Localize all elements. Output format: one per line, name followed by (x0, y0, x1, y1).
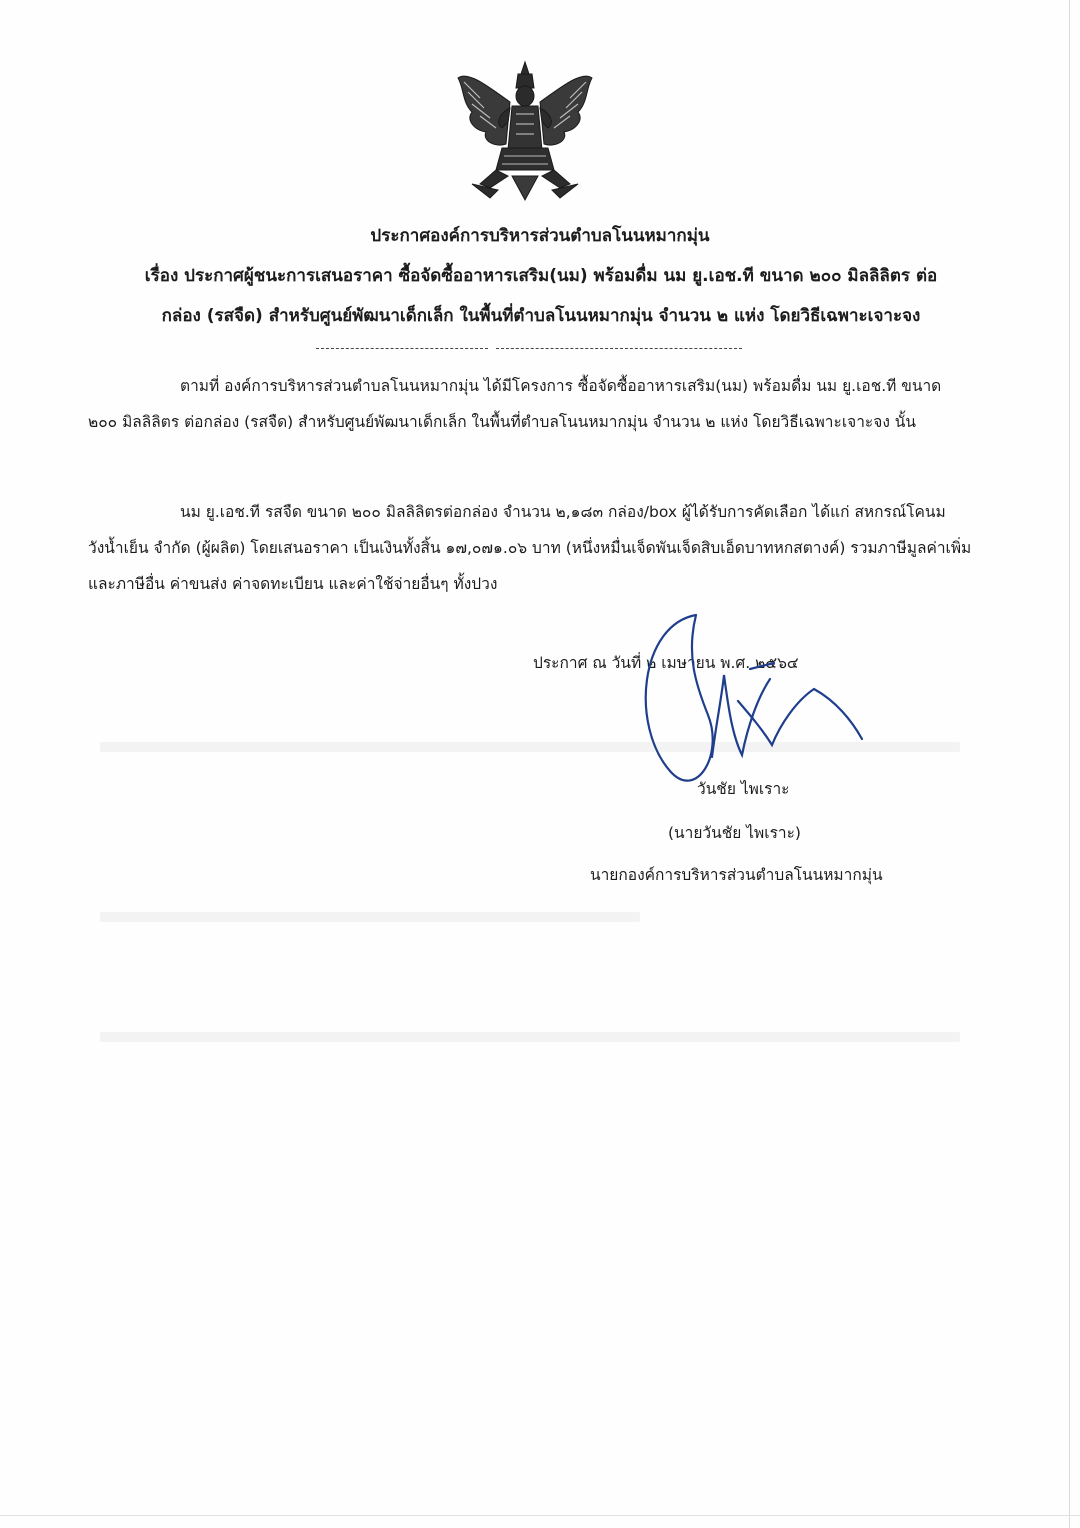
bleed-through-line (100, 912, 640, 922)
paragraph-2-text: นม ยู.เอช.ที รสจืด ขนาด ๒๐๐ มิลลิลิตรต่อกล่อง จำนวน ๒,๑๘๓ กล่อง/box ผู้ได้รับการคัดเลือก ได้แก่ สหกรณ์โคนมวังน้ำเย็น จำกัด (ผู้ผลิต) โดยเสนอราคา เป็นเงินทั้งสิ้น ๑๗,๐๗๑.๐๖ บาท (หนึ่งหมื่นเจ็ดพันเจ็ดสิบเอ็ดบาทหกสตางค์) รวมภาษีมูลค่าเพิ่มและภาษีอื่น ค่าขนส่ง ค่าจดทะเบียน และค่าใช้จ่ายอื่นๆ ทั้งปวง (88, 503, 972, 593)
subject-line-2: กล่อง (รสจืด) สำหรับศูนย์พัฒนาเด็กเล็ก ในพื้นที่ตำบลโนนหมากมุ่น จำนวน ๒ แห่ง โดยวิธีเฉพาะเจาะจง (161, 306, 921, 326)
garuda-emblem-icon (450, 58, 600, 206)
signer-full-name: (นายวันชัย ไพเราะ) (668, 824, 801, 842)
paragraph-project (88, 368, 972, 440)
subject-line-1: เรื่อง ประกาศผู้ชนะการเสนอราคา ซื้อจัดซื้ออาหารเสริม(นม) พร้อมดื่ม นม ยู.เอช.ที ขนาด ๒๐๐ มิลลิลิตร ต่อ (144, 266, 938, 286)
signer-signature-text: วันชัย ไพเราะ (697, 780, 790, 798)
paragraph-1-text: ตามที่ องค์การบริหารส่วนตำบลโนนหมากมุ่น ได้มีโครงการ ซื้อจัดซื้ออาหารเสริม(นม) พร้อมดื่ม นม ยู.เอช.ที ขนาด ๒๐๐ มิลลิลิตร ต่อกล่อง (รสจืด) สำหรับศูนย์พัฒนาเด็กเล็ก ในพื้นที่ตำบลโนนหมากมุ่น จำนวน ๒ แห่ง โดยวิธีเฉพาะเจาะจง นั้น (88, 377, 942, 431)
page-edge-bottom (0, 1515, 1080, 1516)
document-title: ประกาศองค์การบริหารส่วนตำบลโนนหมากมุ่น (370, 226, 710, 246)
handwritten-signature (600, 605, 870, 790)
paragraph-winner (88, 494, 972, 602)
announcement-date: ประกาศ ณ วันที่ ๒ เมษายน พ.ศ. ๒๕๖๔ (533, 654, 799, 672)
separator-left (316, 348, 488, 349)
document-subject (96, 256, 986, 336)
signer-position: นายกองค์การบริหารส่วนตำบลโนนหมากมุ่น (590, 866, 883, 884)
bleed-through-line (100, 1032, 960, 1042)
separator-right (496, 348, 742, 349)
